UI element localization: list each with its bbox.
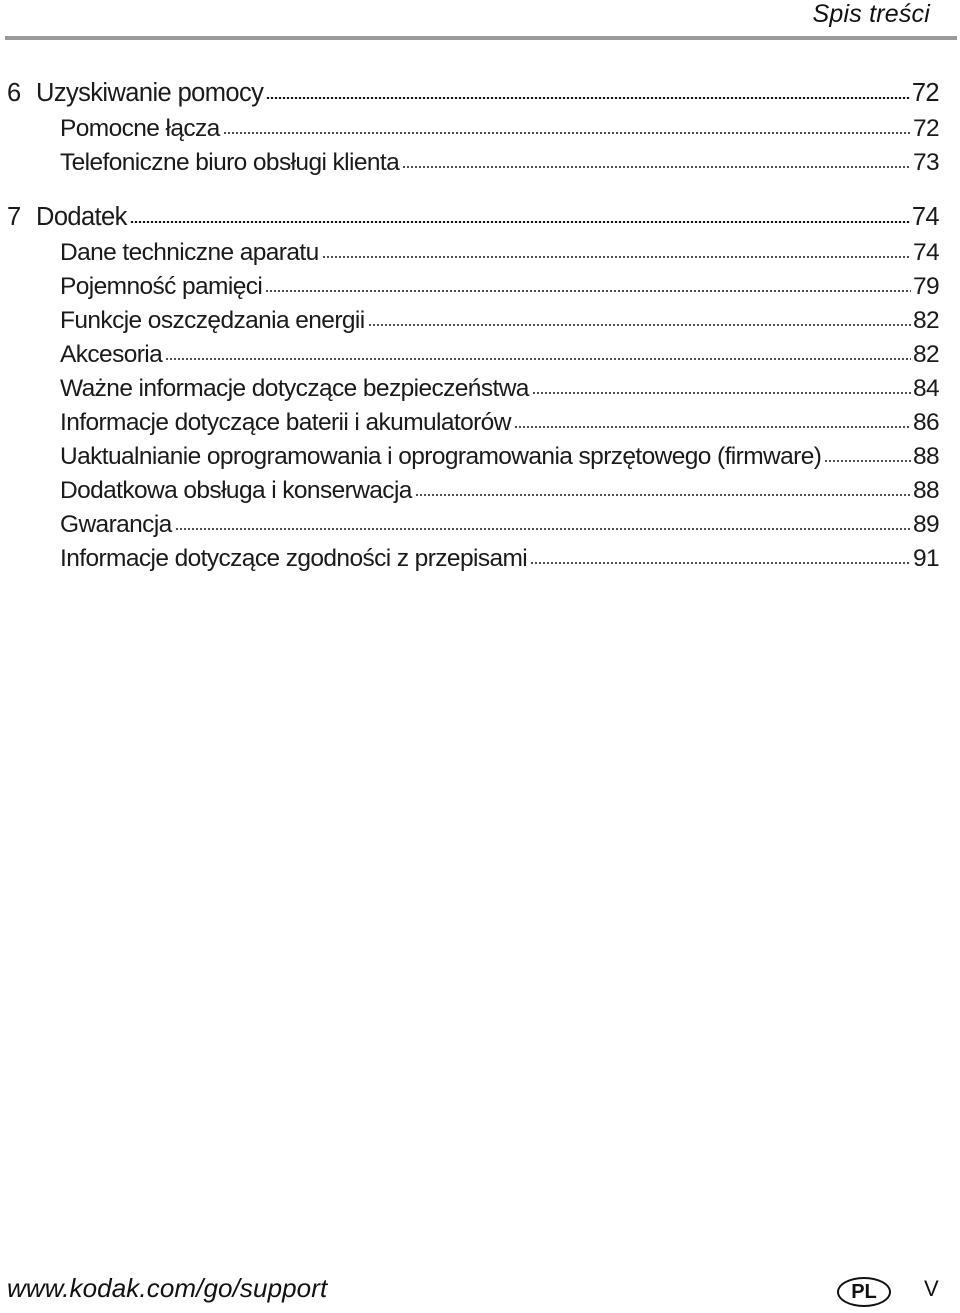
entry-title: Pojemność pamięci bbox=[60, 273, 263, 300]
page-number: 84 bbox=[912, 375, 939, 402]
chapter-number: 7 bbox=[7, 203, 21, 231]
entry-title: Gwarancja bbox=[60, 511, 172, 538]
dot-leader bbox=[514, 426, 911, 428]
entry-title: Pomocne łącza bbox=[60, 115, 220, 142]
entry-title: Funkcje oszczędzania energii bbox=[60, 307, 365, 334]
toc-chapter-row[interactable] bbox=[7, 198, 939, 236]
page-number: 72 bbox=[911, 79, 939, 107]
toc-entry-row[interactable] bbox=[7, 146, 939, 180]
entry-title: Dane techniczne aparatu bbox=[60, 239, 319, 266]
chapter-number: 6 bbox=[7, 79, 21, 107]
toc-entry-row[interactable] bbox=[7, 542, 939, 576]
dot-leader bbox=[322, 256, 911, 258]
page-number: 88 bbox=[912, 443, 939, 470]
dot-leader bbox=[530, 562, 911, 564]
entry-title: Informacje dotyczące baterii i akumulatorów bbox=[60, 409, 511, 436]
page-number: 72 bbox=[912, 115, 939, 142]
page-header-title: Spis treści bbox=[812, 0, 930, 28]
page-number: 74 bbox=[911, 203, 939, 231]
dot-leader bbox=[165, 358, 911, 360]
toc-entry-row[interactable] bbox=[7, 112, 939, 146]
toc-entry-row[interactable] bbox=[7, 406, 939, 440]
dot-leader bbox=[130, 221, 910, 223]
support-url-link[interactable]: www.kodak.com/go/support bbox=[7, 1273, 328, 1303]
dot-leader bbox=[266, 97, 910, 99]
entry-title: Informacje dotyczące zgodności z przepisami bbox=[60, 545, 528, 572]
header-divider bbox=[5, 36, 957, 40]
page-number: 73 bbox=[912, 149, 939, 176]
page-number: 89 bbox=[912, 511, 939, 538]
dot-leader bbox=[368, 324, 911, 326]
toc-entry-row[interactable] bbox=[7, 372, 939, 406]
dot-leader bbox=[415, 494, 911, 496]
entry-title: Akcesoria bbox=[60, 341, 163, 368]
toc-entry-row[interactable] bbox=[7, 270, 939, 304]
dot-leader bbox=[824, 460, 911, 462]
dot-leader bbox=[402, 166, 911, 168]
toc-entry-row[interactable] bbox=[7, 236, 939, 270]
entry-title: Ważne informacje dotyczące bezpieczeństwa bbox=[60, 375, 529, 402]
page-number: 82 bbox=[912, 341, 939, 368]
page-number: 88 bbox=[912, 477, 939, 504]
dot-leader bbox=[175, 528, 911, 530]
footer-page-number: V bbox=[924, 1276, 939, 1301]
toc-entry-row[interactable] bbox=[7, 508, 939, 542]
toc-entry-row[interactable] bbox=[7, 338, 939, 372]
dot-leader bbox=[223, 132, 911, 134]
toc-entry-row[interactable] bbox=[7, 474, 939, 508]
page-number: 74 bbox=[912, 239, 939, 266]
chapter-title: Uzyskiwanie pomocy bbox=[36, 79, 264, 107]
page-number: 91 bbox=[912, 545, 939, 572]
language-badge: PL bbox=[837, 1277, 891, 1307]
toc-entry-row[interactable] bbox=[7, 304, 939, 338]
page-number: 86 bbox=[912, 409, 939, 436]
page-number: 79 bbox=[912, 273, 939, 300]
chapter-title: Dodatek bbox=[36, 203, 127, 231]
entry-title: Telefoniczne biuro obsługi klienta bbox=[60, 149, 400, 176]
dot-leader bbox=[532, 392, 911, 394]
dot-leader bbox=[265, 290, 911, 292]
toc-chapter-row[interactable] bbox=[7, 74, 939, 112]
entry-title: Uaktualnianie oprogramowania i oprogramowania sprzętowego (firmware) bbox=[60, 443, 822, 470]
table-of-contents bbox=[7, 74, 939, 576]
toc-entry-row[interactable] bbox=[7, 440, 939, 474]
page-number: 82 bbox=[912, 307, 939, 334]
entry-title: Dodatkowa obsługa i konserwacja bbox=[60, 477, 412, 504]
